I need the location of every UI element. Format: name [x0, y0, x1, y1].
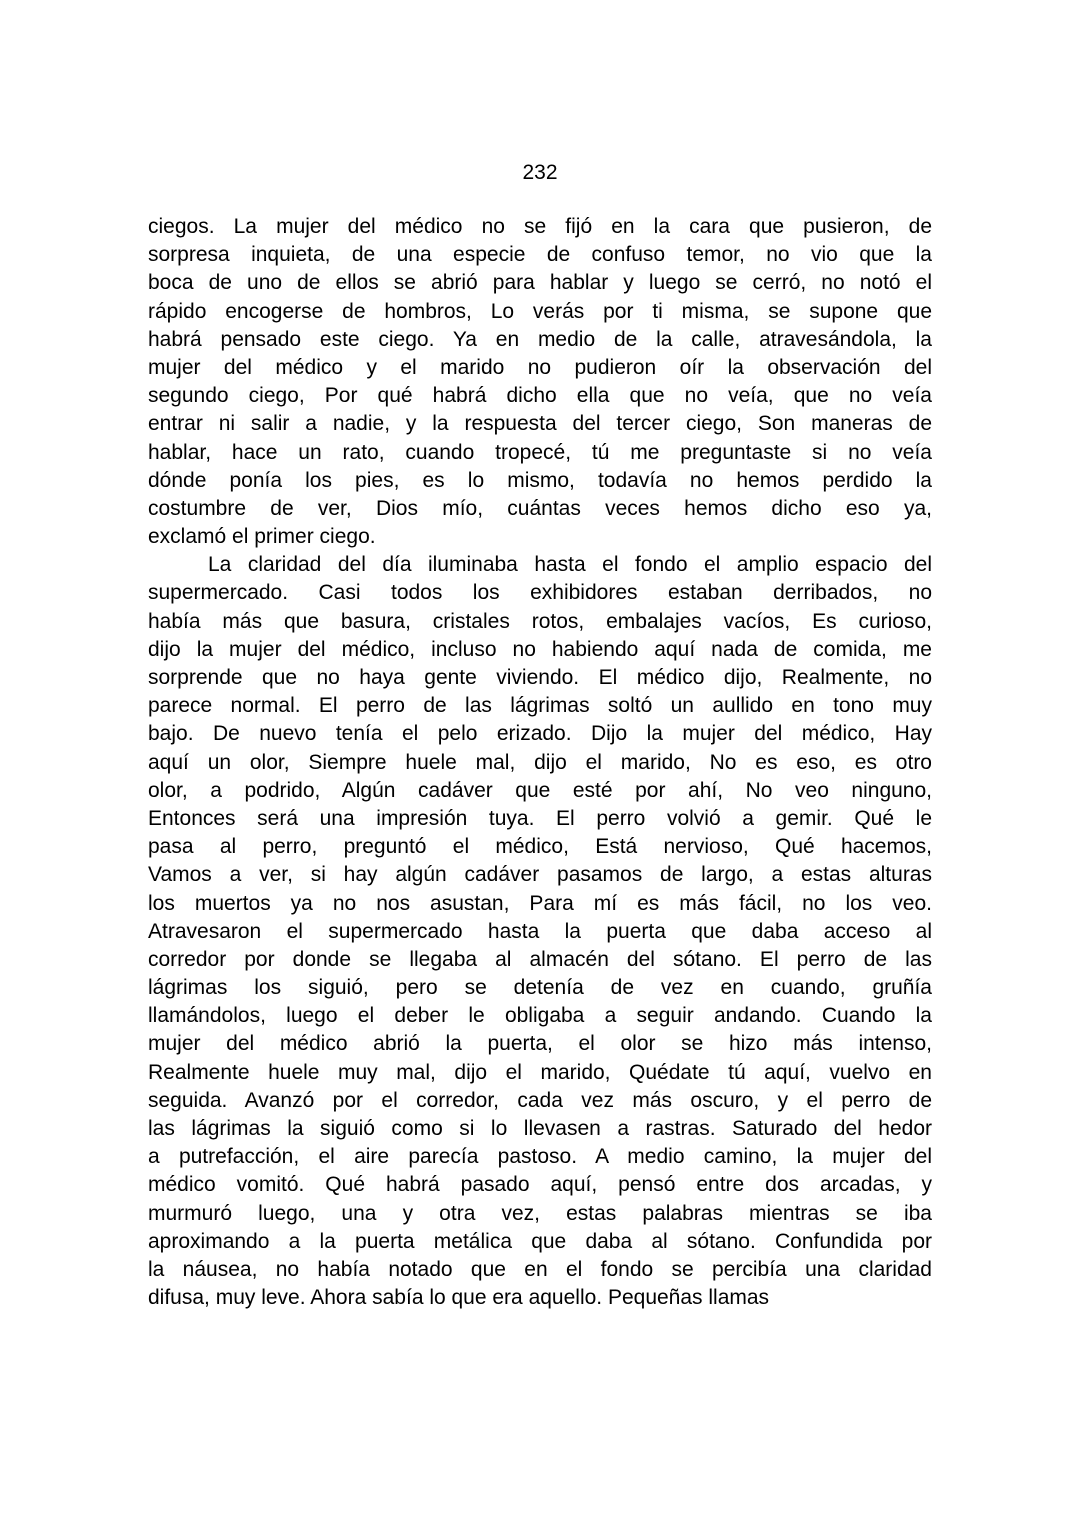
text-body: [148, 213, 932, 1312]
text-line: corredor por donde se llegaba al almacén del sótano. El perro de las: [148, 947, 932, 971]
text-line: la náusea, no había notado que en el fondo se percibía una claridad: [148, 1257, 932, 1281]
text-line: costumbre de ver, Dios mío, cuántas veces hemos dicho eso ya,: [148, 496, 932, 520]
text-line: aproximando a la puerta metálica que daba al sótano. Confundida por: [148, 1229, 932, 1253]
text-line: exclamó el primer ciego.: [148, 525, 376, 549]
text-line: segundo ciego, Por qué habrá dicho ella que no veía, que no veía: [148, 384, 932, 408]
text-line: pasa al perro, preguntó el médico, Está nervioso, Qué hacemos,: [148, 835, 932, 859]
text-line: Realmente huele muy mal, dijo el marido, Quédate tú aquí, vuelvo en: [148, 1060, 932, 1084]
text-line: aquí un olor, Siempre huele mal, dijo el marido, No es eso, es otro: [148, 750, 932, 774]
text-line: bajo. De nuevo tenía el pelo erizado. Dijo la mujer del médico, Hay: [148, 722, 932, 746]
text-line: habrá pensado este ciego. Ya en medio de la calle, atravesándola, la: [148, 327, 932, 351]
text-line: Atravesaron el supermercado hasta la puerta que daba acceso al: [148, 919, 932, 943]
text-line: dónde ponía los pies, es lo mismo, todavía no hemos perdido la: [148, 468, 932, 492]
text-line: ciegos. La mujer del médico no se fijó en la cara que pusieron, de: [148, 215, 932, 238]
text-line: los muertos ya no nos asustan, Para mí es más fácil, no los veo.: [148, 891, 932, 915]
text-line: sorpresa inquieta, de una especie de confuso temor, no vio que la: [148, 243, 932, 267]
text-line: había más que basura, cristales rotos, embalajes vacíos, Es curioso,: [148, 609, 932, 633]
text-line: las lágrimas la siguió como si lo llevasen a rastras. Saturado del hedor: [148, 1117, 932, 1140]
text-line: llamándolos, luego el deber le obligaba a seguir andando. Cuando la: [148, 1004, 932, 1028]
text-line: hablar, hace un rato, cuando tropecé, tú me preguntaste si no veía: [148, 440, 932, 464]
text-line: murmuró luego, una y otra vez, estas palabras mientras se iba: [148, 1201, 932, 1225]
text-line: a putrefacción, el aire parecía pastoso. A medio camino, la mujer del: [148, 1145, 932, 1169]
page-number: 232: [522, 161, 558, 184]
text-line: mujer del médico abrió la puerta, el olor se hizo más intenso,: [148, 1032, 932, 1056]
text-line: dijo la mujer del médico, incluso no habiendo aquí nada de comida, me: [148, 637, 932, 661]
text-line: olor, a podrido, Algún cadáver que esté por ahí, No veo ninguno,: [148, 778, 932, 802]
text-line: Vamos a ver, si hay algún cadáver pasamos de largo, a estas alturas: [148, 863, 932, 887]
text-line: parece normal. El perro de las lágrimas soltó un aullido en tono muy: [148, 694, 932, 718]
text-line: entrar ni salir a nadie, y la respuesta del tercer ciego, Son maneras de: [148, 412, 932, 436]
text-line: lágrimas los siguió, pero se detenía de vez en cuando, gruñía: [148, 976, 932, 1000]
text-line: supermercado. Casi todos los exhibidores estaban derribados, no: [148, 581, 932, 605]
text-line: La claridad del día iluminaba hasta el fondo el amplio espacio del: [208, 553, 932, 577]
text-line: médico vomitó. Qué habrá pasado aquí, pensó entre dos arcadas, y: [148, 1173, 932, 1197]
paragraph: [148, 551, 932, 1312]
text-line: Entonces será una impresión tuya. El perro volvió a gemir. Qué le: [148, 806, 932, 830]
text-line: difusa, muy leve. Ahora sabía lo que era aquello. Pequeñas llamas: [148, 1286, 770, 1310]
text-line: rápido encogerse de hombros, Lo verás por ti misma, se supone que: [148, 299, 932, 323]
text-line: boca de uno de ellos se abrió para hablar y luego se cerró, no notó el: [148, 271, 932, 295]
text-line: seguida. Avanzó por el corredor, cada vez más oscuro, y el perro de: [148, 1088, 932, 1112]
paragraph: [148, 213, 932, 551]
text-line: sorprende que no haya gente viviendo. El médico dijo, Realmente, no: [148, 666, 932, 689]
text-line: mujer del médico y el marido no pudieron oír la observación del: [148, 355, 932, 379]
